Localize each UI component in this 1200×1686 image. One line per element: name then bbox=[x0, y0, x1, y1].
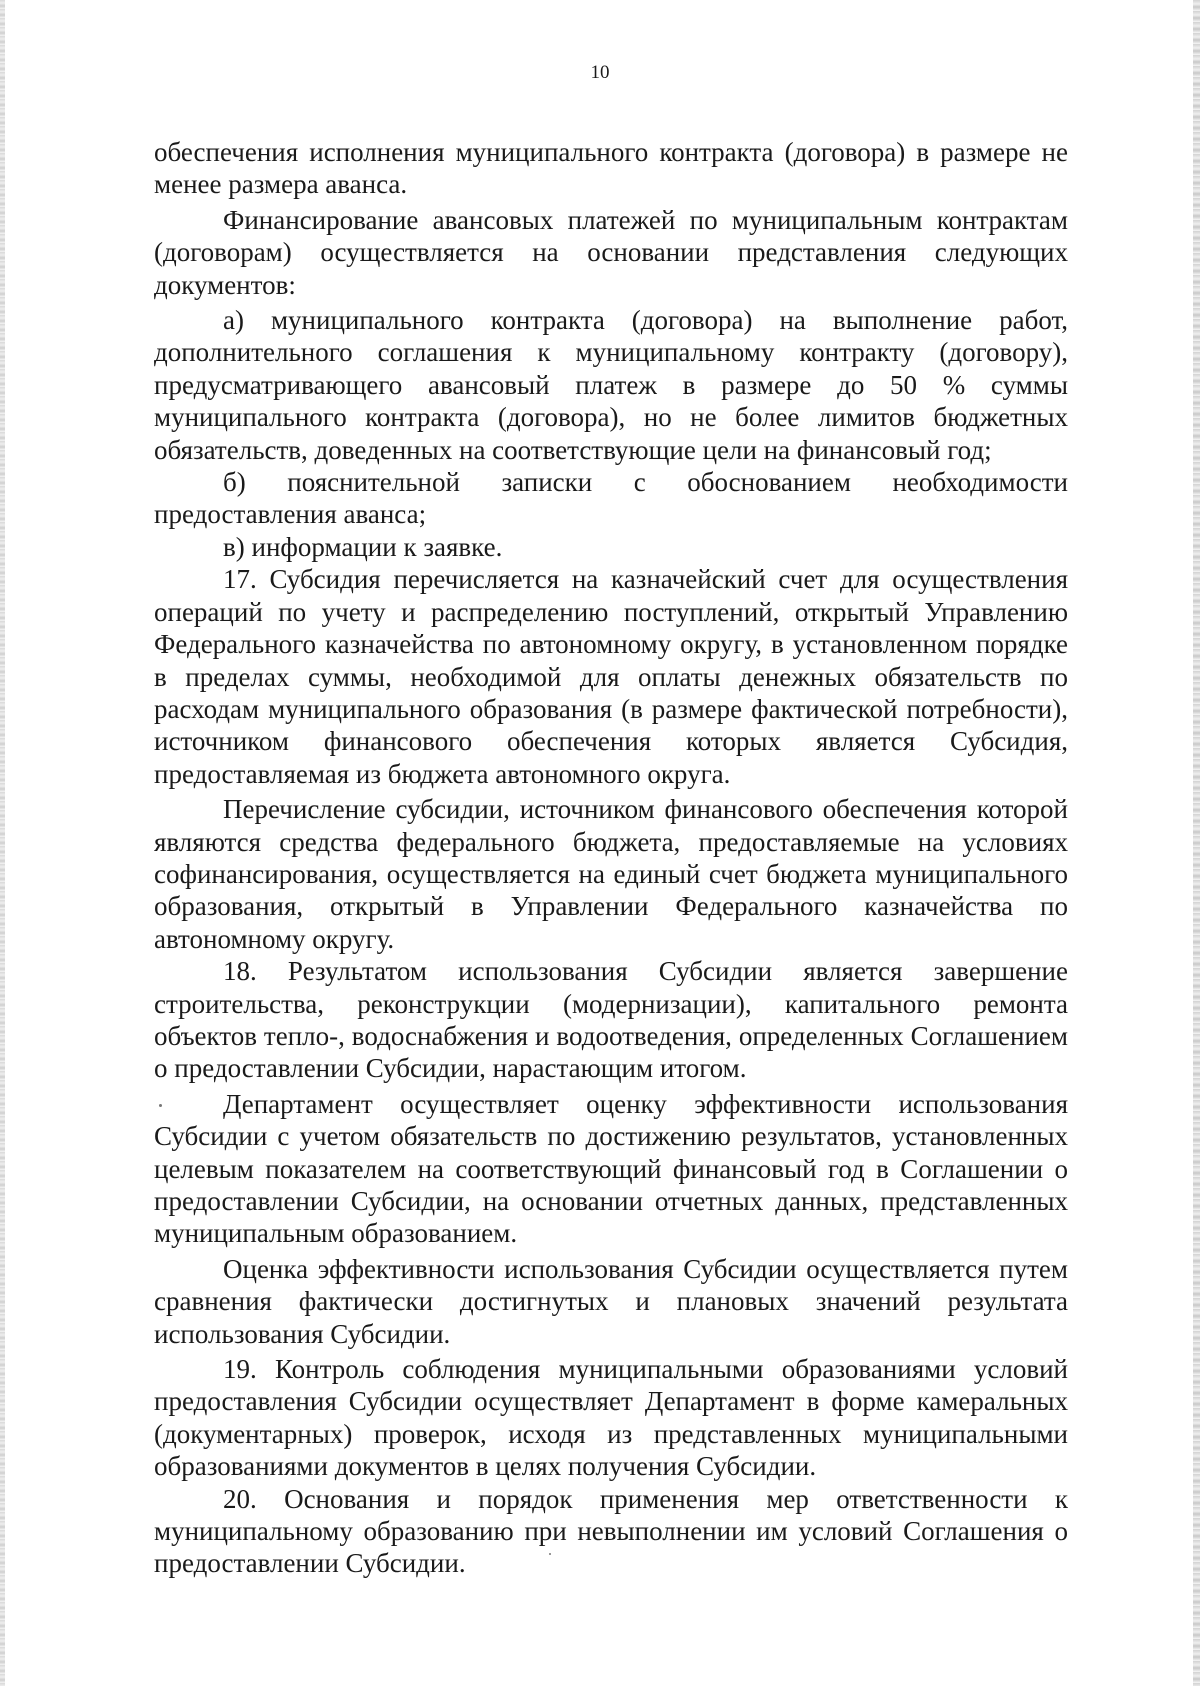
paragraph-advance-security: обеспечения исполнения муниципального контракта (договора) в размере не менее размера аванса. bbox=[154, 137, 1068, 200]
list-item-v: в) информации к заявке. bbox=[223, 531, 503, 562]
paragraph-evaluation-method: Оценка эффективности использования Субсидии осуществляется путем сравнения фактически достигнутых и плановых значений результата использования Субсидии. bbox=[154, 1253, 1068, 1349]
clause-18: 18. Результатом использования Субсидии является завершение строительства, реконструкции (модернизации), капитального ремонта объектов тепло-, водоснабжения и водоотведения, определенных Соглашением о предоставлении Субсидии, нарастающим итогом. bbox=[154, 956, 1068, 1084]
paragraph-federal-transfer: Перечисление субсидии, источником финансового обеспечения которой являются средства федерального бюджета, предоставляемые на условиях софинансирования, осуществляется на единый счет бюджета муниципального образования, открытый в Управлении Федерального казначейства по автономному округу. bbox=[154, 794, 1068, 954]
page-number: 10 bbox=[590, 62, 610, 83]
clause-19: 19. Контроль соблюдения муниципальными образованиями условий предоставления Субсидии осуществляет Департамент в форме камеральных (документарных) проверок, исходя из представленных муниципальными образованиями документов в целях получения Субсидии. bbox=[154, 1354, 1068, 1482]
scan-edge-right bbox=[1193, 0, 1200, 1686]
paragraph-advance-financing: Финансирование авансовых платежей по муниципальным контрактам (договорам) осуществляется на основании представления следующих документов: bbox=[154, 204, 1068, 300]
scan-speck bbox=[159, 1104, 162, 1107]
paragraph-efficiency-evaluation: Департамент осуществляет оценку эффективности использования Субсидии с учетом обязательств по достижению результатов, установленных целевым показателем на соответствующий финансовый год в Соглашении о предоставлении Субсидии, на основании отчетных данных, представленных муниципальным образованием. bbox=[154, 1088, 1068, 1249]
document-body bbox=[154, 136, 1068, 1580]
scan-speck bbox=[549, 1553, 551, 1555]
clause-17: 17. Субсидия перечисляется на казначейский счет для осуществления операций по учету и распределению поступлений, открытый Управлению Федерального казначейства по автономному округу, в установленном порядке в пределах суммы, необходимой для оплаты денежных обязательств по расходам муниципального образования (в размере фактической потребности), источником финансового обеспечения которых является Субсидия, предоставляемая из бюджета автономного округа. bbox=[154, 564, 1068, 789]
clause-20: 20. Основания и порядок применения мер ответственности к муниципальному образованию при невыполнении им условий Соглашения о предоставлении Субсидии. bbox=[154, 1483, 1068, 1579]
list-item-b: б) пояснительной записки с обоснованием необходимости предоставления аванса; bbox=[154, 467, 1068, 530]
list-item-a: а) муниципального контракта (договора) на выполнение работ, дополнительного соглашения к муниципальному контракту (договору), предусматривающего авансовый платеж в размере до 50 % суммы муниципального контракта (договора), но не более лимитов бюджетных обязательств, доведенных на соответствующие цели на финансовый год; bbox=[154, 305, 1068, 465]
scan-edge-left bbox=[0, 0, 5, 1686]
